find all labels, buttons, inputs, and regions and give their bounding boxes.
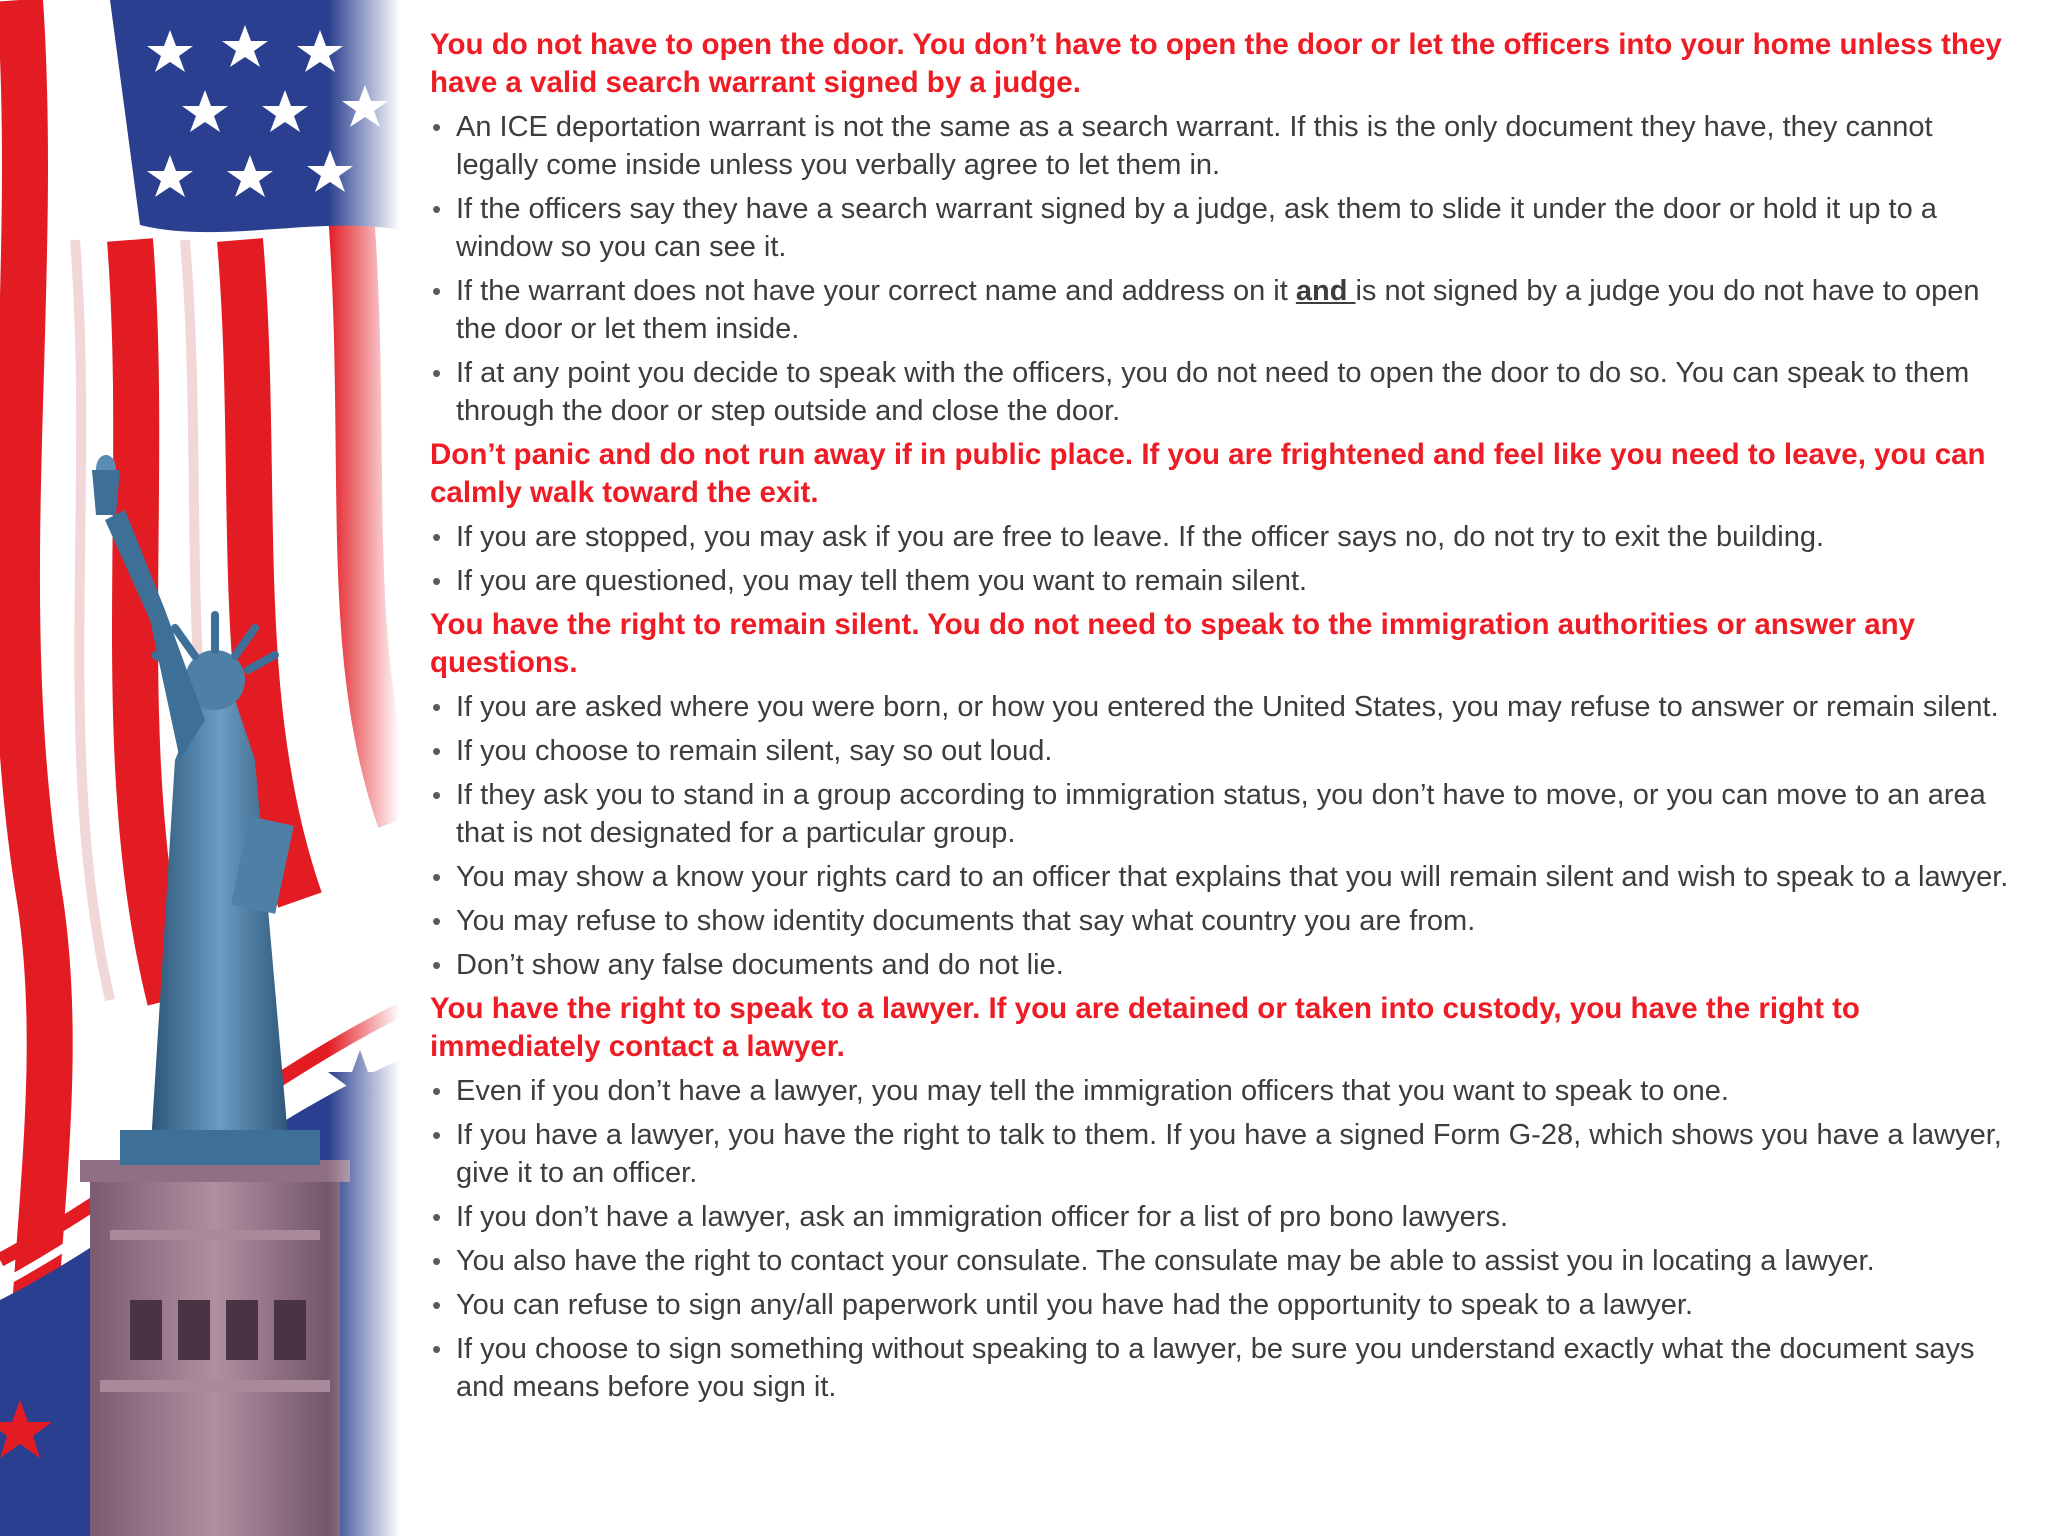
bullet-icon: • bbox=[432, 950, 442, 980]
list-item-text: If you don’t have a lawyer, ask an immigration officer for a list of pro bono lawyers. bbox=[456, 1201, 1509, 1233]
list-item bbox=[430, 272, 2015, 348]
bullet-icon: • bbox=[432, 1246, 442, 1276]
list-item-text: You may show a know your rights card to an officer that explains that you will remain silent and wish to speak to a lawyer. bbox=[456, 861, 2009, 893]
list-item-text: If you have a lawyer, you have the right to talk to them. If you have a signed Form G-28, which shows you have a lawyer, give it to an officer. bbox=[456, 1119, 2002, 1189]
bullet-icon: • bbox=[432, 1076, 442, 1106]
section-remain-silent bbox=[430, 606, 2015, 984]
bullet-icon: • bbox=[432, 194, 442, 224]
list-item-text: If you are questioned, you may tell them you want to remain silent. bbox=[456, 565, 1308, 597]
list-item bbox=[430, 1198, 2015, 1236]
bullet-icon: • bbox=[432, 736, 442, 766]
list-item bbox=[430, 1242, 2015, 1280]
bullet-icon: • bbox=[432, 1290, 442, 1320]
section-heading: You do not have to open the door. You don’t have to open the door or let the officers into your home unless they have a valid search warrant signed by a judge. bbox=[430, 28, 2002, 99]
section-heading: Don’t panic and do not run away if in public place. If you are frightened and feel like you need to leave, you can calmly walk toward the exit. bbox=[430, 438, 1986, 509]
list-item-text: You may refuse to show identity documents that say what country you are from. bbox=[456, 905, 1476, 937]
rights-content bbox=[430, 26, 2015, 1412]
bullet-icon: • bbox=[432, 276, 442, 306]
american-flag-icon bbox=[0, 0, 400, 1536]
list-item-text-pre: If the warrant does not have your correct name and address on it bbox=[456, 275, 1296, 307]
list-item-text: If at any point you decide to speak with the officers, you do not need to open the door to do so. You can speak to them through the door or step outside and close the door. bbox=[456, 357, 1970, 427]
list-item bbox=[430, 776, 2015, 852]
bullet-icon: • bbox=[432, 112, 442, 142]
list-item-text: If the officers say they have a search warrant signed by a judge, ask them to slide it under the door or hold it up to a window so you can see it. bbox=[456, 193, 1937, 263]
bullet-icon: • bbox=[432, 358, 442, 388]
list-item-text: Don’t show any false documents and do not lie. bbox=[456, 949, 1064, 981]
list-item bbox=[430, 562, 2015, 600]
list-item bbox=[430, 518, 2015, 556]
list-item-text: You also have the right to contact your consulate. The consulate may be able to assist you in locating a lawyer. bbox=[456, 1245, 1875, 1277]
list-item-text: If they ask you to stand in a group according to immigration status, you don’t have to move, or you can move to an area that is not designated for a particular group. bbox=[456, 779, 1986, 849]
list-item-text: If you choose to sign something without speaking to a lawyer, be sure you understand exactly what the document says and means before you sign it. bbox=[456, 1333, 1975, 1403]
list-item-text: If you are asked where you were born, or how you entered the United States, you may refuse to answer or remain silent. bbox=[456, 691, 1999, 723]
bullet-list bbox=[430, 108, 2015, 430]
list-item-text: If you are stopped, you may ask if you are free to leave. If the officer says no, do not try to exit the building. bbox=[456, 521, 1825, 553]
list-item bbox=[430, 1286, 2015, 1324]
bullet-icon: • bbox=[432, 1202, 442, 1232]
section-lawyer bbox=[430, 990, 2015, 1406]
bullet-list bbox=[430, 518, 2015, 600]
section-door bbox=[430, 26, 2015, 430]
bullet-list bbox=[430, 688, 2015, 984]
bullet-list bbox=[430, 1072, 2015, 1406]
list-item-text: Even if you don’t have a lawyer, you may tell the immigration officers that you want to speak to one. bbox=[456, 1075, 1729, 1107]
list-item bbox=[430, 902, 2015, 940]
bullet-icon: • bbox=[432, 692, 442, 722]
list-item bbox=[430, 108, 2015, 184]
bullet-icon: • bbox=[432, 1120, 442, 1150]
bullet-icon: • bbox=[432, 566, 442, 596]
list-item-text: You can refuse to sign any/all paperwork until you have had the opportunity to speak to a lawyer. bbox=[456, 1289, 1694, 1321]
section-heading: You have the right to remain silent. You do not need to speak to the immigration authorities or answer any questions. bbox=[430, 608, 1916, 679]
list-item bbox=[430, 190, 2015, 266]
list-item bbox=[430, 354, 2015, 430]
list-item bbox=[430, 1116, 2015, 1192]
emphasis-and: and bbox=[1295, 275, 1356, 307]
bullet-icon: • bbox=[432, 1334, 442, 1364]
list-item-text: An ICE deportation warrant is not the same as a search warrant. If this is the only document they have, they cannot legally come inside unless you verbally agree to let them in. bbox=[456, 111, 1933, 181]
list-item-text-post: is not signed by a judge you do not have to open the door or let them inside. bbox=[456, 275, 1980, 345]
list-item bbox=[430, 688, 2015, 726]
list-item bbox=[430, 946, 2015, 984]
bullet-icon: • bbox=[432, 862, 442, 892]
list-item bbox=[430, 732, 2015, 770]
bullet-icon: • bbox=[432, 780, 442, 810]
list-item bbox=[430, 858, 2015, 896]
list-item-text: If you choose to remain silent, say so out loud. bbox=[456, 735, 1053, 767]
section-heading: You have the right to speak to a lawyer. If you are detained or taken into custody, you have the right to immediately contact a lawyer. bbox=[430, 992, 1860, 1063]
list-item bbox=[430, 1330, 2015, 1406]
section-public-place bbox=[430, 436, 2015, 600]
bullet-icon: • bbox=[432, 522, 442, 552]
list-item bbox=[430, 1072, 2015, 1110]
bullet-icon: • bbox=[432, 906, 442, 936]
